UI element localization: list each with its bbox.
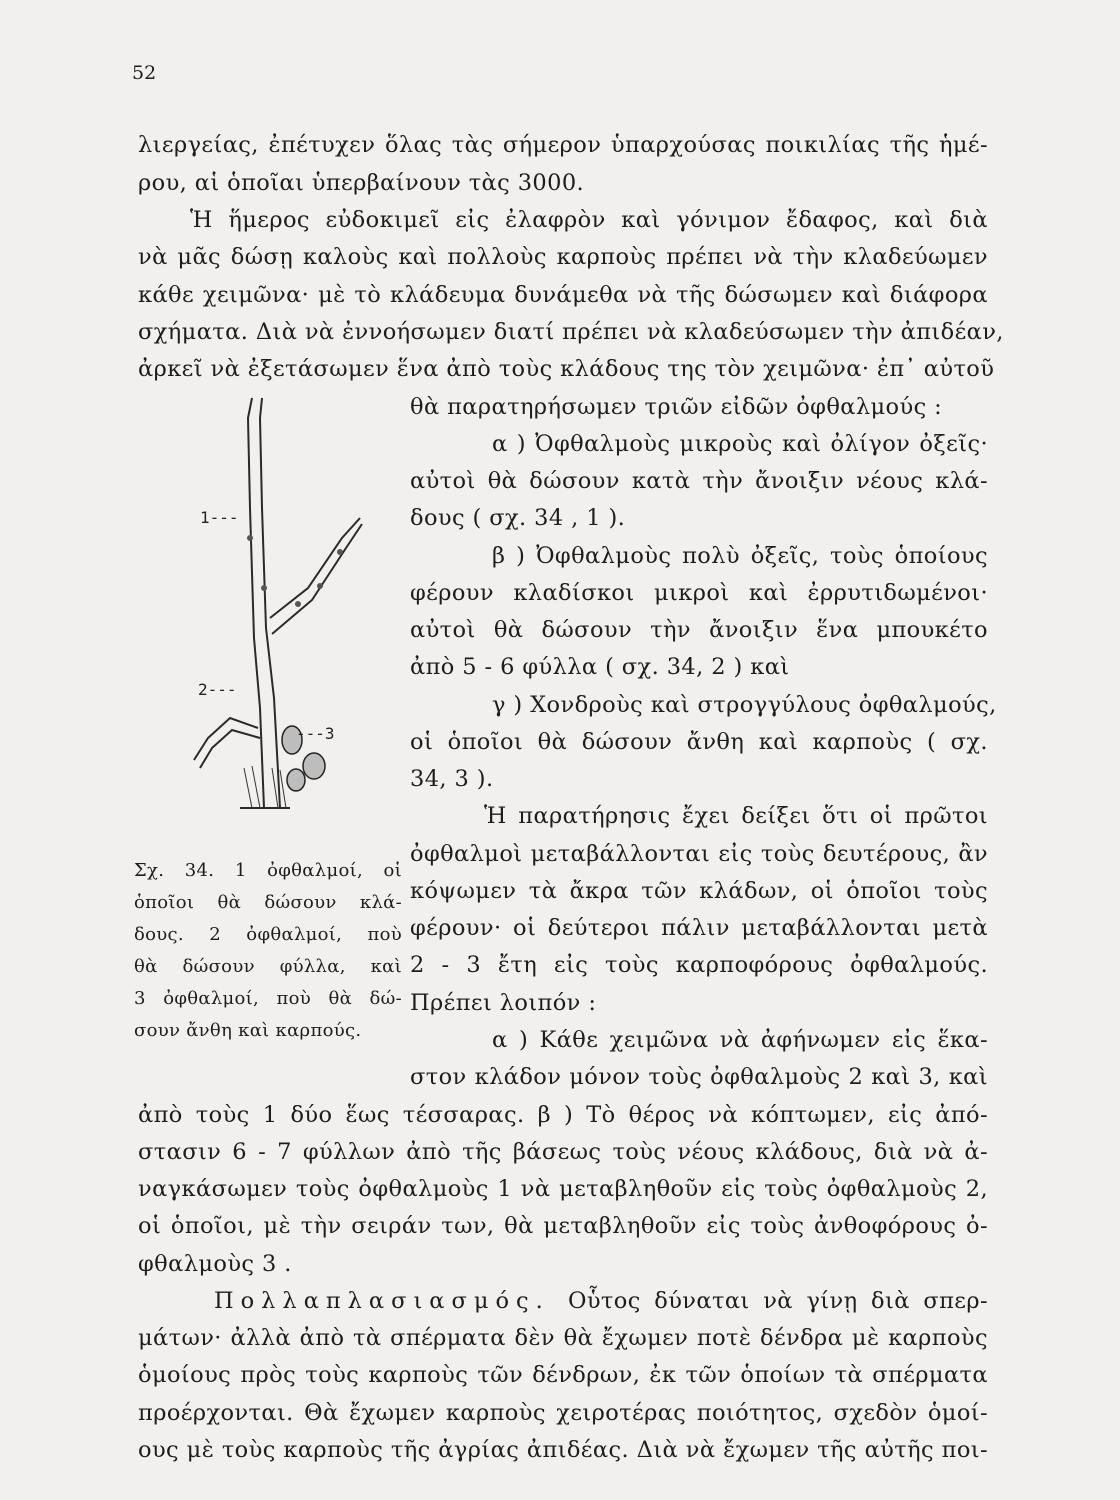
text-line: φθαλμοὺς 3 . bbox=[138, 1251, 292, 1277]
text-line: 34, 3 ). bbox=[410, 766, 494, 792]
text-line: μάτων· ἀλλὰ ἀπὸ τὰ σπέρματα δὲν θὰ ἔχωμεν ποτὲ δένδρα μὲ καρποὺς bbox=[138, 1325, 988, 1351]
text-line: 2 - 3 ἔτη εἰς τοὺς καρποφόρους ὀφθαλμούς. bbox=[410, 952, 988, 978]
figure-label-1: 1--- bbox=[200, 508, 239, 527]
text-line: φέρουν· οἱ δεύτεροι πάλιν μεταβάλλονται μετὰ bbox=[410, 915, 988, 941]
text-line: οἱ ὁποῖοι, μὲ τὴν σειράν των, θὰ μεταβληθοῦν εἰς τοὺς ἀνθοφόρους ὀ- bbox=[138, 1213, 988, 1239]
section-heading: Πολλαπλασιασμός. bbox=[214, 1288, 550, 1314]
text-line: Ἡ παρατήρησις ἔχει δείξει ὅτι οἱ πρῶτοι bbox=[484, 803, 988, 829]
text-line: Οὗτος δύναται νὰ γίνῃ διὰ σπερ- bbox=[568, 1288, 988, 1314]
figure-label-2: 2--- bbox=[198, 680, 237, 699]
text-line: στασιν 6 - 7 φύλλων ἀπὸ τῆς βάσεως τοὺς νέους κλάδους, διὰ νὰ ἀ- bbox=[138, 1139, 988, 1165]
text-line: ὁμοίους πρὸς τοὺς καρποὺς τῶν δένδρων, ἐκ τῶν ὁποίων τὰ σπέρματα bbox=[138, 1362, 988, 1388]
figure-caption-line: ὁποῖοι θὰ δώσουν κλά- bbox=[134, 892, 402, 913]
text-line: ὀφθαλμοὶ μεταβάλλονται εἰς τοὺς δευτέρους, ἂν bbox=[410, 841, 988, 867]
text-line: οἱ ὁποῖοι θὰ δώσουν ἄνθη καὶ καρποὺς ( σχ. bbox=[410, 729, 988, 755]
text-line: Πρέπει λοιπόν : bbox=[410, 990, 597, 1016]
text-line: κόψωμεν τὰ ἄκρα τῶν κλάδων, οἱ ὁποῖοι τοὺς bbox=[410, 878, 988, 904]
text-line: ἀρκεῖ νὰ ἐξετάσωμεν ἕνα ἀπὸ τοὺς κλάδους της τὸν χειμῶνα· ἐπ᾽ αὐτοῦ bbox=[138, 356, 995, 382]
text-line: θὰ παρατηρήσωμεν τριῶν εἰδῶν ὀφθαλμούς : bbox=[410, 394, 943, 420]
pear-branch-figure bbox=[180, 388, 400, 828]
text-line: φέρουν κλαδίσκοι μικροὶ καὶ ἐρρυτιδωμένοι· bbox=[410, 580, 988, 606]
text-line: γ ) Χονδροὺς καὶ στρογγύλους ὀφθαλμούς, bbox=[492, 692, 997, 718]
text-line: α ) Κάθε χειμῶνα νὰ ἀφήνωμεν εἰς ἕκα- bbox=[492, 1027, 988, 1053]
figure-caption-line: θὰ δώσουν φύλλα, καὶ bbox=[134, 956, 402, 977]
branch-drawing bbox=[180, 388, 400, 828]
text-line: β ) Ὀφθαλμοὺς πολὺ ὀξεῖς, τοὺς ὁποίους bbox=[492, 543, 988, 569]
text-line: ους μὲ τοὺς καρποὺς τῆς ἀγρίας ἀπιδέας. Διὰ νὰ ἔχωμεν τῆς αὐτῆς ποι- bbox=[138, 1437, 988, 1463]
text-line: αὐτοὶ θὰ δώσουν κατὰ τὴν ἄνοιξιν νέους κλά- bbox=[410, 468, 988, 494]
figure-caption-line: δους. 2 ὀφθαλμοί, ποὺ bbox=[134, 924, 402, 945]
figure-caption-line: Σχ. 34. 1 ὀφθαλμοί, οἱ bbox=[134, 860, 402, 881]
page-number: 52 bbox=[132, 62, 157, 84]
text-line: σχήματα. Διὰ νὰ ἐννοήσωμεν διατί πρέπει νὰ κλαδεύσωμεν τὴν ἀπιδέαν, bbox=[138, 319, 1004, 345]
figure-caption-line: 3 ὀφθαλμοί, ποὺ θὰ δώ- bbox=[134, 988, 402, 1009]
text-line: νὰ μᾶς δώσῃ καλοὺς καὶ πολλοὺς καρποὺς πρέπει νὰ τὴν κλαδεύωμεν bbox=[138, 244, 988, 270]
text-line: δους ( σχ. 34 , 1 ). bbox=[410, 505, 626, 531]
text-line: στον κλάδον μόνον τοὺς ὀφθαλμοὺς 2 καὶ 3, καὶ bbox=[410, 1064, 988, 1090]
text-line: ρου, αἱ ὁποῖαι ὑπερβαίνουν τὰς 3000. bbox=[138, 170, 585, 196]
text-line: προέρχονται. Θὰ ἔχωμεν καρποὺς χειροτέρας ποιότητος, σχεδὸν ὁμοί- bbox=[138, 1400, 988, 1426]
figure-caption-line: σουν ἄνθη καὶ καρπούς. bbox=[134, 1020, 362, 1041]
text-line: λιεργείας, ἐπέτυχεν ὅλας τὰς σήμερον ὑπαρχούσας ποικιλίας τῆς ἡμέ- bbox=[138, 132, 988, 158]
text-line: Ἡ ἥμερος εὐδοκιμεῖ εἰς ἐλαφρὸν καὶ γόνιμον ἔδαφος, καὶ διὰ bbox=[190, 207, 988, 233]
text-line: ναγκάσωμεν τοὺς ὀφθαλμοὺς 1 νὰ μεταβληθοῦν εἰς τοὺς ὀφθαλμοὺς 2, bbox=[138, 1176, 988, 1202]
text-line: α ) Ὀφθαλμοὺς μικροὺς καὶ ὀλίγον ὀξεῖς· bbox=[492, 431, 988, 457]
text-line: ἀπὸ τοὺς 1 δύο ἕως τέσσαρας. β ) Τὸ θέρος νὰ κόπτωμεν, εἰς ἀπό- bbox=[138, 1102, 988, 1128]
text-line: ἀπὸ 5 - 6 φύλλα ( σχ. 34, 2 ) καὶ bbox=[410, 654, 790, 680]
text-line: κάθε χειμῶνα· μὲ τὸ κλάδευμα δυνάμεθα νὰ τῆς δώσωμεν καὶ διάφορα bbox=[138, 282, 988, 308]
text-line: αὐτοὶ θὰ δώσουν τὴν ἄνοιξιν ἕνα μπουκέτο bbox=[410, 617, 988, 643]
figure-label-3: ---3 bbox=[296, 724, 335, 743]
